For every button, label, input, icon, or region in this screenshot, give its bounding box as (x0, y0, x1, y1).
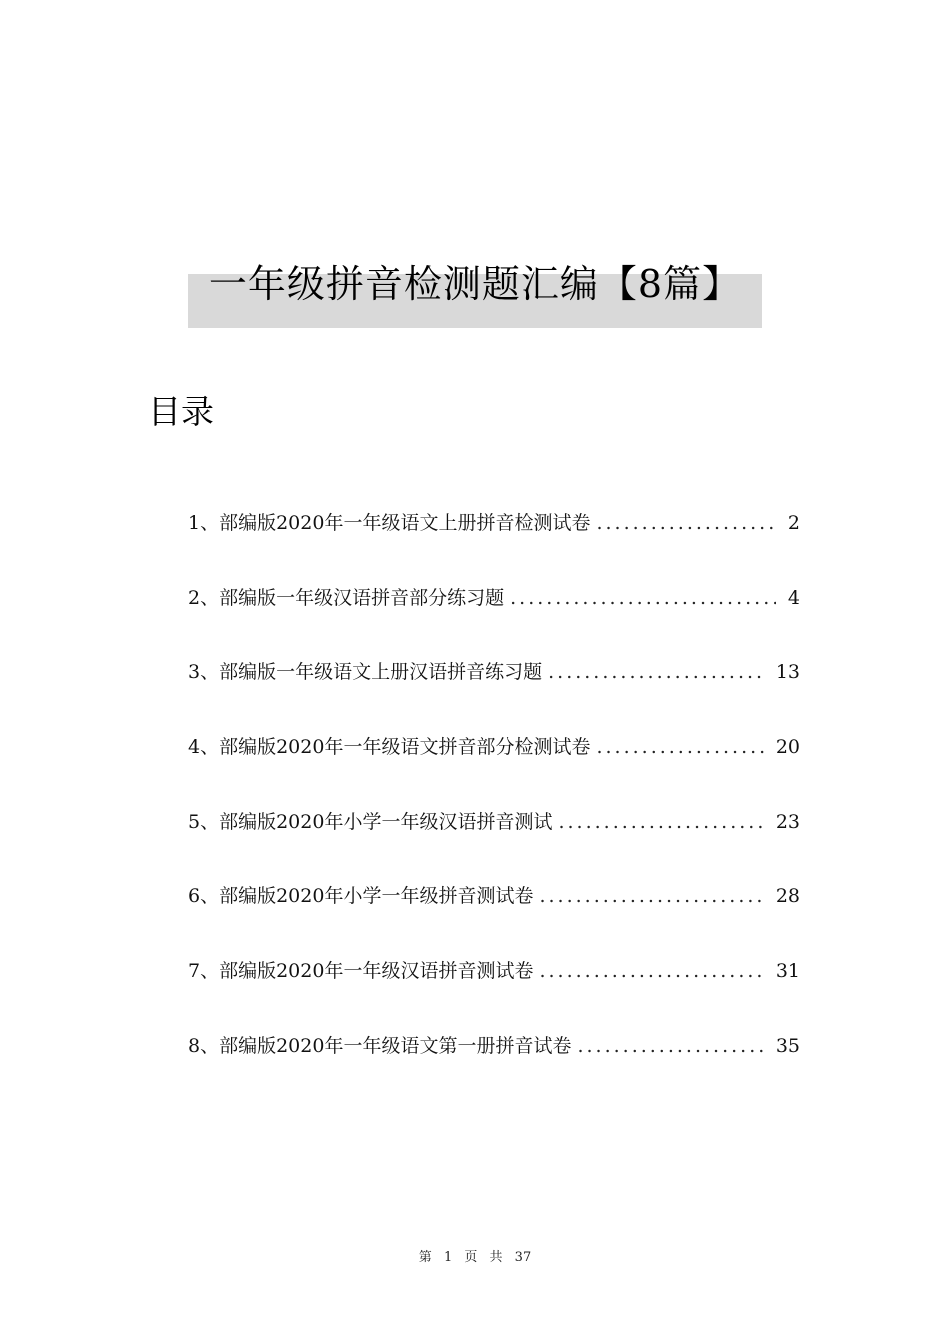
footer-page-word: 页 (464, 1250, 478, 1265)
toc-leader-dots (558, 804, 765, 840)
toc-entry-title: 部编版2020年一年级语文上册拼音检测试卷 (219, 512, 591, 534)
table-of-contents (188, 505, 800, 1103)
toc-entry-number: 2、 (188, 586, 220, 609)
toc-entry-page: 2 (787, 512, 800, 534)
toc-entry-title: 部编版2020年一年级语文第一册拼音试卷 (219, 1034, 572, 1057)
toc-entry-3[interactable] (188, 654, 800, 729)
toc-entry-1[interactable] (188, 505, 800, 580)
toc-entry-7[interactable] (188, 953, 800, 1028)
toc-entry-title: 部编版2020年一年级语文拼音部分检测试卷 (219, 736, 591, 759)
toc-entry-page: 35 (775, 1034, 800, 1057)
footer-total-pages: 37 (514, 1250, 532, 1265)
toc-entry-page: 4 (787, 586, 800, 609)
toc-entry-title: 部编版一年级语文上册汉语拼音练习题 (219, 661, 543, 684)
toc-leader-dots (510, 580, 776, 616)
page-footer (0, 1249, 950, 1267)
toc-leader-dots (539, 878, 765, 914)
footer-total-word: 共 (489, 1250, 503, 1265)
toc-entry-number: 3、 (188, 661, 220, 684)
toc-entry-title: 部编版2020年小学一年级汉语拼音测试 (219, 810, 553, 833)
document-title: 一年级拼音检测题汇编【8篇】 (208, 262, 742, 306)
footer-prefix: 第 (418, 1250, 432, 1265)
toc-entry-2[interactable] (188, 580, 800, 655)
toc-entry-4[interactable] (188, 729, 800, 804)
toc-entry-6[interactable] (188, 878, 800, 953)
footer-current-page: 1 (443, 1250, 453, 1265)
toc-leader-dots (548, 654, 766, 690)
toc-leader-dots (539, 953, 765, 989)
toc-entry-number: 7、 (188, 960, 220, 983)
toc-leader-dots (577, 1028, 765, 1064)
toc-entry-number: 4、 (188, 736, 220, 759)
toc-leader-dots (596, 505, 776, 541)
toc-entry-number: 5、 (188, 810, 220, 833)
toc-heading: 目录 (148, 392, 214, 431)
toc-leader-dots (596, 729, 765, 765)
toc-entry-number: 8、 (188, 1034, 220, 1057)
toc-entry-number: 6、 (188, 885, 220, 908)
toc-entry-page: 23 (775, 810, 800, 833)
toc-entry-8[interactable] (188, 1028, 800, 1103)
toc-entry-page: 28 (775, 885, 800, 908)
toc-entry-5[interactable] (188, 804, 800, 879)
toc-entry-page: 20 (775, 736, 800, 759)
toc-entry-title: 部编版一年级汉语拼音部分练习题 (219, 586, 505, 609)
toc-entry-title: 部编版2020年一年级汉语拼音测试卷 (219, 960, 534, 983)
toc-entry-title: 部编版2020年小学一年级拼音测试卷 (219, 885, 534, 908)
toc-entry-page: 31 (775, 960, 800, 983)
toc-entry-number: 1、 (188, 512, 220, 534)
toc-entry-page: 13 (775, 661, 800, 684)
